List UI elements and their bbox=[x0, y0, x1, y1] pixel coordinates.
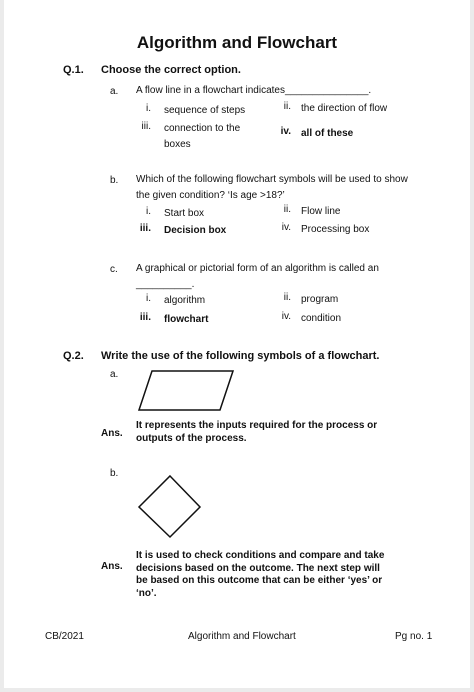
option-roman: iii. bbox=[141, 121, 151, 132]
q1-instruction: Choose the correct option. bbox=[101, 64, 241, 76]
q2b-letter: b. bbox=[110, 468, 119, 479]
option-text: Processing box bbox=[301, 224, 370, 235]
q1c-question-line1: A graphical or pictorial form of an algorithm is called an bbox=[136, 263, 379, 274]
q2b-ans-label: Ans. bbox=[101, 561, 123, 572]
option-roman: i. bbox=[146, 293, 151, 304]
q1a-question: A flow line in a flowchart indicates_______________. bbox=[136, 85, 372, 96]
option-roman: i. bbox=[146, 103, 151, 114]
option-text: the direction of flow bbox=[301, 103, 388, 114]
option-text: condition bbox=[301, 313, 342, 324]
option-roman-correct: iii. bbox=[139, 312, 151, 323]
option-roman: i. bbox=[146, 206, 151, 217]
q1-number: Q.1. bbox=[63, 64, 84, 76]
q1c-question-line2: __________. bbox=[136, 279, 195, 290]
option-roman: ii. bbox=[283, 292, 291, 303]
correct-option-text: all of these bbox=[301, 128, 354, 139]
q1c-letter: c. bbox=[110, 264, 118, 275]
correct-option-text: Decision box bbox=[164, 225, 227, 236]
option-roman: ii. bbox=[283, 101, 291, 112]
option-roman: iv. bbox=[281, 311, 291, 322]
q2a-ans-label: Ans. bbox=[101, 428, 123, 439]
option-text: connection to the bbox=[164, 123, 241, 134]
q2-instruction: Write the use of the following symbols of a flowchart. bbox=[101, 350, 380, 362]
option-text: boxes bbox=[164, 139, 191, 150]
q2-number: Q.2. bbox=[63, 350, 84, 362]
page-title: Algorithm and Flowchart bbox=[136, 33, 338, 52]
q1b-question-line1: Which of the following flowchart symbols will be used to show bbox=[136, 174, 408, 185]
parallelogram-icon bbox=[138, 370, 238, 412]
q1b-letter: b. bbox=[110, 175, 119, 186]
option-roman-correct: iv. bbox=[280, 126, 291, 137]
q1a-letter: a. bbox=[110, 86, 119, 97]
q1b-question-line2: the given condition? ‘Is age >18?’ bbox=[136, 190, 285, 201]
option-roman: ii. bbox=[283, 204, 291, 215]
footer-code: CB/2021 bbox=[45, 631, 84, 642]
q2a-letter: a. bbox=[110, 369, 119, 380]
option-text: Flow line bbox=[301, 206, 341, 217]
option-text: algorithm bbox=[164, 295, 206, 306]
correct-option-text: flowchart bbox=[164, 314, 209, 325]
option-roman: iv. bbox=[281, 222, 291, 233]
diamond-icon bbox=[138, 475, 202, 539]
option-text: sequence of steps bbox=[164, 105, 246, 116]
option-text: Start box bbox=[164, 208, 205, 219]
q2b-answer: It is used to check conditions and compare and take decisions based on the outcome. The next step will be based on this outcome that can be either ‘yes’ or ‘no’. bbox=[136, 550, 385, 599]
q2a-answer: It represents the inputs required for the process or outputs of the process. bbox=[136, 420, 378, 444]
option-text: program bbox=[301, 294, 339, 305]
page-number: Pg no. 1 bbox=[395, 631, 433, 642]
option-roman-correct: iii. bbox=[139, 223, 151, 234]
footer-title: Algorithm and Flowchart bbox=[188, 631, 296, 642]
